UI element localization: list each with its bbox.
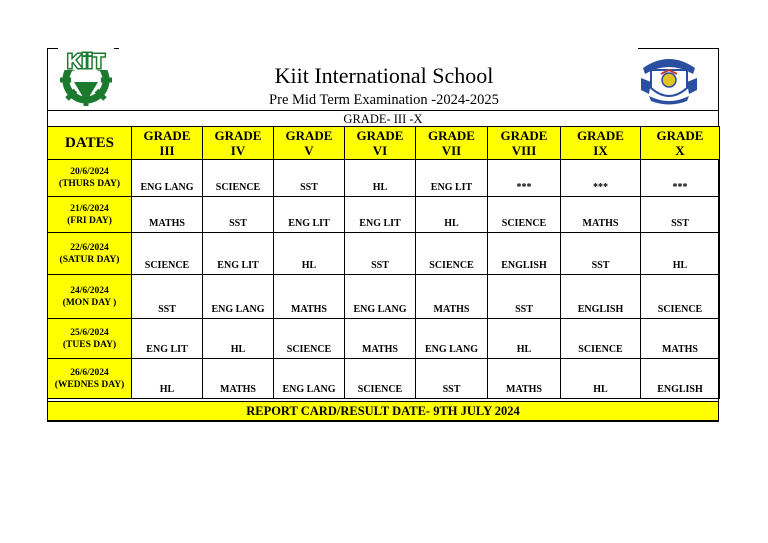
exam-day: (MON DAY ) [62,297,117,308]
subject-cell: MATHS [416,275,488,319]
subject-cell: SST [561,233,641,275]
subject-cell: ENGLISH [488,233,561,275]
exam-day: (THURS DAY) [58,179,121,189]
subject-cell: MATHS [132,197,203,233]
exam-day: (SATUR DAY) [59,254,120,265]
exam-date: 22/6/2024 [70,242,109,253]
subject-cell: SST [132,275,203,319]
subject-cell: ENGLISH [561,275,641,319]
subject-cell: MATHS [641,319,720,359]
subject-cell: *** [561,160,641,197]
subject-cell: ENG LANG [274,359,345,399]
grade-header [561,127,641,160]
subject-cell: ENG LIT [416,160,488,197]
grade-header [488,127,561,160]
subject-cell: HL [274,233,345,275]
subject-cell: SCIENCE [561,319,641,359]
grade-label: GRADE [143,128,191,143]
exam-day: (FRI DAY) [67,215,112,226]
subject-cell: SCIENCE [488,197,561,233]
subject-cell: *** [488,160,561,197]
subject-cell: ENG LIT [345,197,416,233]
date-cell [48,233,132,275]
subject-cell: *** [641,160,720,197]
subject-cell: SST [641,197,720,233]
subject-cell: ENG LANG [132,160,203,197]
subject-cell: SCIENCE [274,319,345,359]
subject-cell: SST [203,197,274,233]
exam-day: (WEDNES DAY) [54,379,125,390]
exam-date: 20/6/2024 [70,167,109,177]
grade-number: VI [372,143,388,158]
grade-label: GRADE [428,128,475,143]
grade-number: IV [230,143,246,158]
grade-number: VIII [511,143,537,158]
subject-cell: MATHS [274,275,345,319]
date-cell [48,197,132,233]
table-row [48,275,720,319]
exam-date: 24/6/2024 [70,285,109,296]
grade-header [203,127,274,160]
grade-number: X [675,143,685,158]
date-cell [48,160,132,197]
date-cell [48,319,132,359]
grade-number: IX [593,143,608,158]
exam-day: (TUES DAY) [62,339,117,350]
grade-range: GRADE- III -X [47,110,719,127]
grade-label: GRADE [656,128,704,143]
subject-cell: HL [488,319,561,359]
subject-cell: SST [274,160,345,197]
subject-cell: HL [641,233,720,275]
subject-cell: ENGLISH [641,359,720,399]
subject-cell: ENG LIT [132,319,203,359]
exam-date: 26/6/2024 [70,367,109,378]
table-row [48,233,720,275]
grade-label: GRADE [285,128,333,143]
grade-header [345,127,416,160]
subject-cell: ENG LIT [274,197,345,233]
report-card-date: REPORT CARD/RESULT DATE- 9TH JULY 2024 [47,401,719,421]
subject-cell: ENG LANG [416,319,488,359]
subject-cell: HL [561,359,641,399]
subject-cell: ENG LIT [203,233,274,275]
subject-cell: SCIENCE [345,359,416,399]
subject-cell: SCIENCE [416,233,488,275]
subject-cell: SCIENCE [203,160,274,197]
table-row [48,319,720,359]
exam-date: 25/6/2024 [70,327,109,338]
header-row [48,127,720,160]
exam-date: 21/6/2024 [70,203,109,214]
grade-label: GRADE [577,128,624,143]
subject-cell: HL [203,319,274,359]
grade-header [132,127,203,160]
grade-number: III [159,143,175,158]
date-cell [48,359,132,399]
subject-cell: ENG LANG [345,275,416,319]
grade-header [274,127,345,160]
grade-label: GRADE [500,128,548,143]
subject-cell: HL [345,160,416,197]
grade-label: GRADE [356,128,404,143]
subject-cell: SCIENCE [641,275,720,319]
grade-number: V [304,143,314,158]
date-cell [48,275,132,319]
table-row [48,160,720,197]
table-row [48,359,720,399]
kiit-logo-text: KiiT [67,51,105,73]
subject-cell: HL [416,197,488,233]
subject-cell: MATHS [345,319,416,359]
exam-title: Pre Mid Term Examination -2024-2025 [269,92,499,108]
subject-cell: ENG LANG [203,275,274,319]
table-row [48,197,720,233]
subject-cell: MATHS [203,359,274,399]
grade-label: GRADE [214,128,262,143]
subject-cell: SST [416,359,488,399]
subject-cell: SST [345,233,416,275]
school-name: Kiit International School [274,63,494,88]
subject-cell: SCIENCE [132,233,203,275]
subject-cell: SST [488,275,561,319]
grade-header [416,127,488,160]
subject-cell: MATHS [488,359,561,399]
dates-header: DATES [48,127,132,160]
grade-header [641,127,720,160]
subject-cell: HL [132,359,203,399]
exam-timetable [47,126,720,399]
subject-cell: MATHS [561,197,641,233]
grade-number: VII [441,143,462,158]
